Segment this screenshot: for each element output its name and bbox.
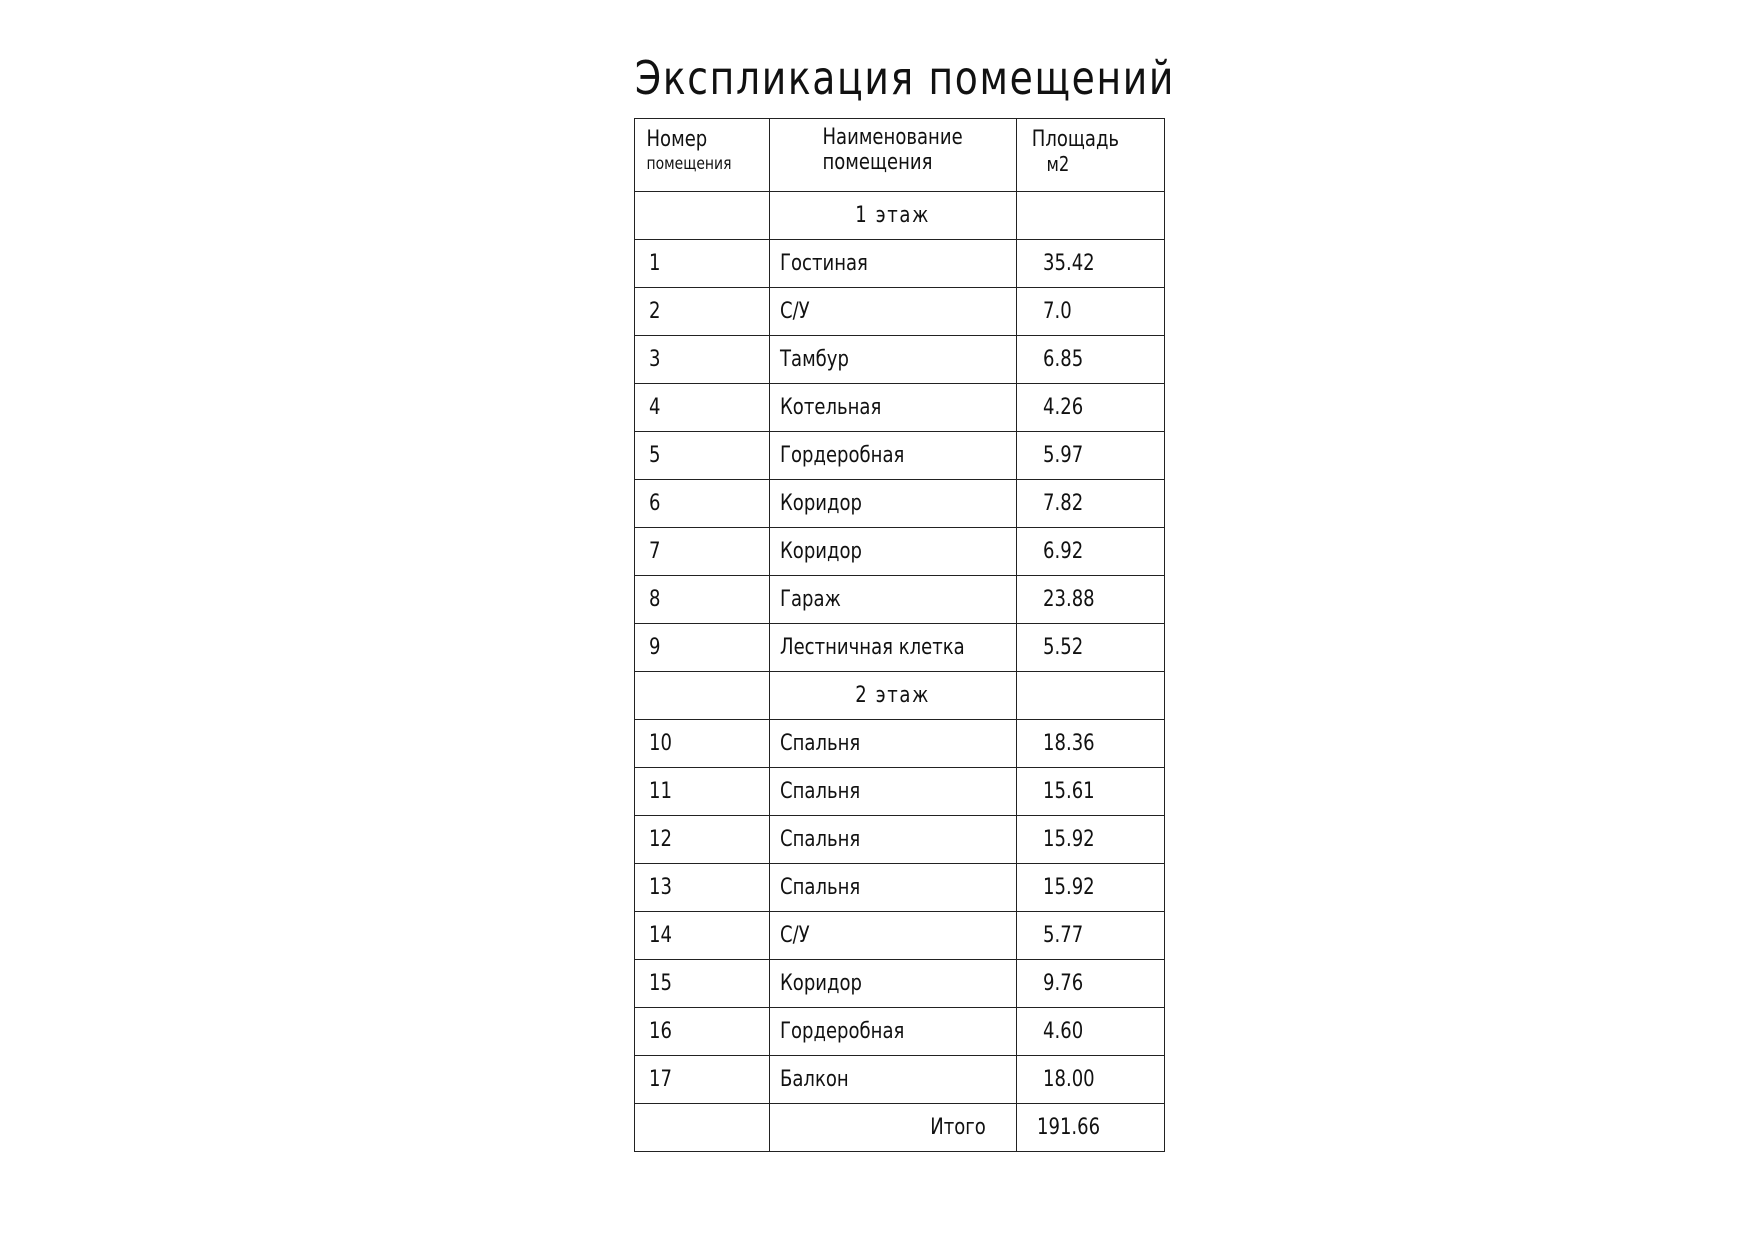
table-row <box>635 960 1165 1008</box>
empty-cell <box>635 192 770 240</box>
room-area: 18.00 <box>1017 1056 1165 1104</box>
room-name: Балкон <box>770 1056 1017 1104</box>
room-number: 4 <box>635 384 770 432</box>
room-area: 6.85 <box>1017 336 1165 384</box>
table-row <box>635 624 1165 672</box>
table-row <box>635 1056 1165 1104</box>
room-number: 8 <box>635 576 770 624</box>
room-name: Гараж <box>770 576 1017 624</box>
document-title: Экспликация помещений <box>634 51 1176 105</box>
room-area: 4.60 <box>1017 1008 1165 1056</box>
room-area: 9.76 <box>1017 960 1165 1008</box>
header-room-area: Площадь м2 <box>1017 119 1165 192</box>
table-row <box>635 528 1165 576</box>
room-number: 15 <box>635 960 770 1008</box>
room-number: 17 <box>635 1056 770 1104</box>
room-number: 16 <box>635 1008 770 1056</box>
room-name: Спальня <box>770 816 1017 864</box>
room-area: 6.92 <box>1017 528 1165 576</box>
room-number: 13 <box>635 864 770 912</box>
floor-heading-row <box>635 672 1165 720</box>
total-label: Итого <box>770 1104 1017 1152</box>
table-row <box>635 912 1165 960</box>
room-number: 6 <box>635 480 770 528</box>
room-name: Коридор <box>770 960 1017 1008</box>
room-number: 7 <box>635 528 770 576</box>
total-value: 191.66 <box>1017 1104 1165 1152</box>
table-row <box>635 720 1165 768</box>
room-number: 5 <box>635 432 770 480</box>
room-name: Спальня <box>770 720 1017 768</box>
table-row <box>635 1008 1165 1056</box>
floor-label: 1 этаж <box>770 192 1017 240</box>
room-number: 12 <box>635 816 770 864</box>
table-row <box>635 384 1165 432</box>
room-area: 23.88 <box>1017 576 1165 624</box>
room-name: С/У <box>770 288 1017 336</box>
room-name: Гостиная <box>770 240 1017 288</box>
header-room-name: Наименование помещения <box>770 119 1017 192</box>
room-name: Тамбур <box>770 336 1017 384</box>
room-name: Спальня <box>770 864 1017 912</box>
room-name: С/У <box>770 912 1017 960</box>
room-name: Котельная <box>770 384 1017 432</box>
room-area: 5.52 <box>1017 624 1165 672</box>
table-row <box>635 432 1165 480</box>
room-name: Спальня <box>770 768 1017 816</box>
empty-cell <box>635 672 770 720</box>
room-area: 35.42 <box>1017 240 1165 288</box>
room-name: Коридор <box>770 480 1017 528</box>
room-name: Лестничная клетка <box>770 624 1017 672</box>
floor-heading-row <box>635 192 1165 240</box>
table-row <box>635 336 1165 384</box>
room-area: 5.77 <box>1017 912 1165 960</box>
header-room-number: Номер помещения <box>635 119 770 192</box>
total-row <box>635 1104 1165 1152</box>
empty-cell <box>1017 192 1165 240</box>
room-explication-table <box>634 118 1165 1152</box>
room-number: 9 <box>635 624 770 672</box>
table-row <box>635 288 1165 336</box>
empty-cell <box>635 1104 770 1152</box>
floor-label: 2 этаж <box>770 672 1017 720</box>
room-name: Коридор <box>770 528 1017 576</box>
table-row <box>635 576 1165 624</box>
table-row <box>635 480 1165 528</box>
table-row <box>635 240 1165 288</box>
table-row <box>635 864 1165 912</box>
room-area: 18.36 <box>1017 720 1165 768</box>
table-header-row <box>635 119 1165 192</box>
room-number: 11 <box>635 768 770 816</box>
room-name: Гордеробная <box>770 1008 1017 1056</box>
table-row <box>635 768 1165 816</box>
room-area: 15.92 <box>1017 864 1165 912</box>
room-area: 7.0 <box>1017 288 1165 336</box>
room-area: 7.82 <box>1017 480 1165 528</box>
room-area: 4.26 <box>1017 384 1165 432</box>
room-name: Гордеробная <box>770 432 1017 480</box>
room-number: 1 <box>635 240 770 288</box>
room-number: 2 <box>635 288 770 336</box>
room-area: 15.61 <box>1017 768 1165 816</box>
empty-cell <box>1017 672 1165 720</box>
room-number: 10 <box>635 720 770 768</box>
table-row <box>635 816 1165 864</box>
room-number: 14 <box>635 912 770 960</box>
room-area: 5.97 <box>1017 432 1165 480</box>
room-number: 3 <box>635 336 770 384</box>
room-area: 15.92 <box>1017 816 1165 864</box>
